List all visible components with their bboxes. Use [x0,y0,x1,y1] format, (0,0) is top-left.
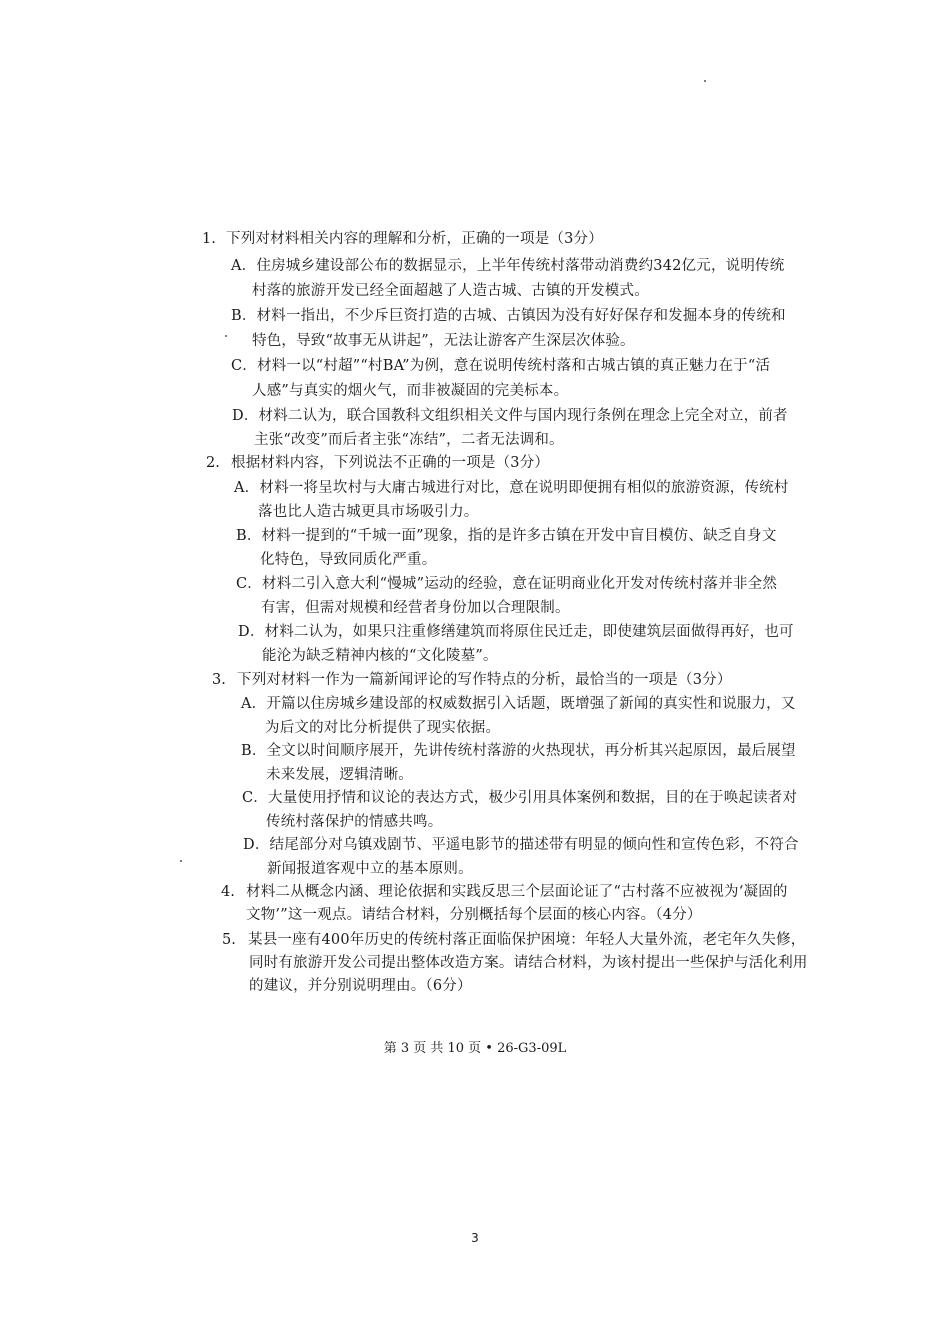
question-2-stem: 根据材料内容，下列说法不正确的一项是（3分） [231,455,550,471]
question-4-line-1: 材料二从概念内涵、理论依据和实践反思三个层面论证了“古村落不应被视为‘凝固的 [246,884,788,900]
question-1-option-b: B．材料一指出，不少斥巨资打造的古城、古镇因为没有好好保存和发掘本身的传统和 [231,308,786,324]
question-2-option-a-cont: 落也比人造古城更具市场吸引力。 [258,504,479,520]
question-1-number: 1. [202,231,216,247]
question-5-number: 5. [222,932,236,948]
question-1-option-d-cont: 主张“改变”而后者主张“冻结”，二者无法调和。 [254,432,564,448]
question-1-option-c: C．材料一以“村超”“村BA”为例，意在说明传统村落和古城古镇的真正魅力在于“活 [231,358,771,374]
question-1-option-d: D．材料二认为，联合国教科文组织相关文件与国内现行条例在理念上完全对立，前者 [232,408,788,424]
question-3-option-d-cont: 新闻报道客观中立的基本原则。 [267,861,473,877]
question-3-stem: 下列对材料一作为一篇新闻评论的写作特点的分析，最恰当的一项是（3分） [237,672,732,688]
question-5-line-1: 某县一座有400年历史的传统村落正面临保护困境：年轻人大量外流，老宅年久失修， [248,932,806,948]
question-2-option-d: D．材料二认为，如果只注重修缮建筑而将原住民迁走，即使建筑层面做得再好，也可 [238,624,794,640]
question-2-option-c-cont: 有害，但需对规模和经营者身份加以合理限制。 [261,600,570,616]
question-2-option-b: B．材料一提到的“千城一面”现象，指的是许多古镇在开发中盲目模仿、缺乏自身文 [236,528,777,544]
question-2-option-a: A．材料一将呈坎村与大庸古城进行对比，意在说明即便拥有相似的旅游资源，传统村 [234,480,789,496]
scan-speck [704,80,706,82]
question-3-option-a: A．开篇以住房城乡建设部的权威数据引入话题，既增强了新闻的真实性和说服力，又 [241,696,796,712]
question-5-line-2: 同时有旅游开发公司提出整体改造方案。请结合材料，为该村提出一些保护与活化利用 [249,955,808,971]
question-2-option-c: C．材料二引入意大利“慢城”运动的经验，意在证明商业化开发对传统村落并非全然 [236,576,778,592]
question-3-number: 3. [212,672,226,688]
question-2-option-d-cont: 能沦为缺乏精神内核的“文化陵墓”。 [262,648,498,664]
question-3-option-c-cont: 传统村落保护的情感共鸣。 [266,814,443,830]
question-3-option-c: C．大量使用抒情和议论的表达方式，极少引用具体案例和数据，目的在于唤起读者对 [242,790,798,806]
question-4-number: 4. [221,884,235,900]
question-2-option-b-cont: 化特色，导致同质化严重。 [260,552,437,568]
question-2-number: 2. [206,455,220,471]
question-5-line-3: 的建议，并分别说明理由。（6分） [249,978,472,994]
question-3-option-a-cont: 为后文的对比分析提供了现实依据。 [265,720,501,736]
scan-speck [225,335,227,337]
question-4-line-2: 文物’”这一观点。请结合材料，分别概括每个层面的核心内容。（4分） [246,907,702,923]
page-number: 3 [471,1231,479,1245]
question-1-option-b-cont: 特色，导致“故事无从讲起”，无法让游客产生深层次体验。 [252,333,635,349]
question-1-stem: 下列对材料相关内容的理解和分析，正确的一项是（3分） [226,231,603,247]
question-1-option-c-cont: 人感”与真实的烟火气，而非被凝固的完美标本。 [252,383,569,399]
question-3-option-b: B．全文以时间顺序展开，先讲传统村落游的火热现状，再分析其兴起原因，最后展望 [241,743,796,759]
page-footer: 第 3 页 共 10 页 • 26-G3-09L [383,1041,567,1056]
question-1-option-a: A．住房城乡建设部公布的数据显示，上半年传统村落带动消费约342亿元，说明传统 [231,258,785,274]
question-3-option-d: D．结尾部分对乌镇戏剧节、平遥电影节的描述带有明显的倾向性和宣传色彩，不符合 [243,837,799,853]
question-1-option-a-cont: 村落的旅游开发已经全面超越了人造古城、古镇的开发模式。 [252,283,649,299]
scan-speck [180,860,182,862]
question-3-option-b-cont: 未来发展，逻辑清晰。 [266,767,413,783]
